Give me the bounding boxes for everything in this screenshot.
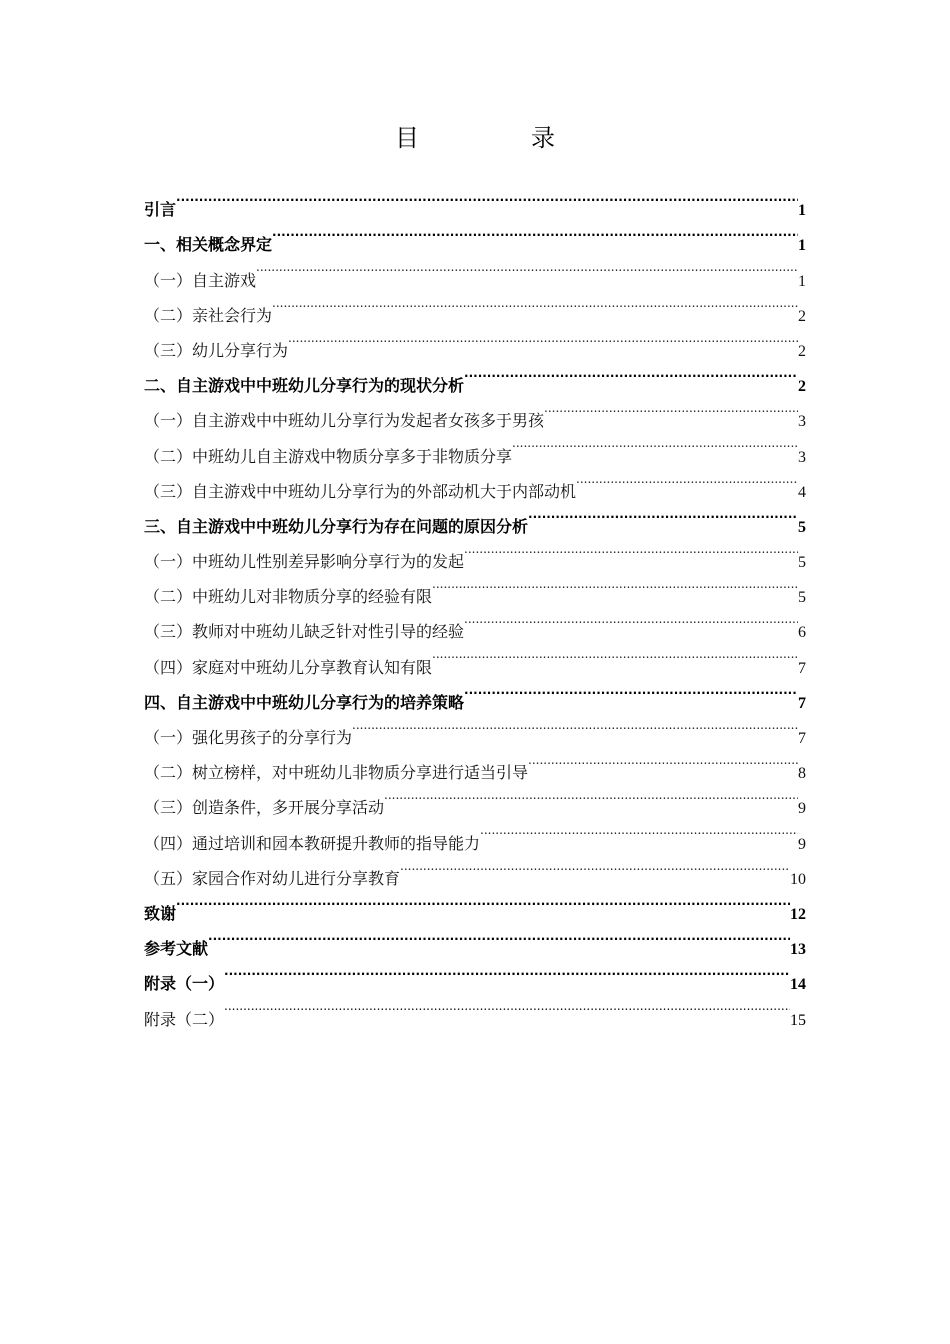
toc-entry-title: 二、自主游戏中中班幼儿分享行为的现状分析 [144,376,465,396]
toc-entry-title: （三）幼儿分享行为 [144,340,289,360]
toc-entry-title: （三）教师对中班幼儿缺乏针对性引导的经验 [144,622,465,642]
toc-dot-leader [512,426,798,461]
toc-page-number: 15 [790,1011,806,1029]
toc-dot-leader [432,567,798,602]
toc-entry[interactable] [144,215,806,255]
toc-dot-leader [352,708,798,743]
toc-page-number: 7 [798,730,806,747]
toc-entry-title: 引言 [144,200,177,220]
toc-dot-leader [288,321,798,356]
toc-entry-title: （四）家庭对中班幼儿分享教育认知有限 [144,657,433,677]
toc-page-number: 2 [798,342,806,360]
toc-entry-title: （二）亲社会行为 [144,305,273,325]
toc-entry-title: （一）强化男孩子的分享行为 [144,728,353,747]
toc-entry-title: 致谢 [144,903,177,923]
toc-entry-title: 附录（一） [144,974,225,994]
toc-dot-leader [176,180,798,215]
toc-entry-title: 一、相关概念界定 [144,235,273,255]
toc-entry-title: 四、自主游戏中中班幼儿分享行为的培养策略 [144,692,465,712]
toc-page-number: 1 [798,272,806,290]
toc-entry-title: （二）树立榜样，对中班幼儿非物质分享进行适当引导 [144,763,529,783]
toc-entry-title: （二）中班幼儿对非物质分享的经验有限 [144,587,433,607]
toc-dot-leader [464,532,798,567]
toc-dot-leader [464,673,798,708]
toc-dot-leader [208,919,790,954]
toc-list [144,180,806,1029]
toc-entry[interactable] [144,180,806,220]
toc-dot-leader [528,743,798,778]
toc-dot-leader [576,462,798,497]
toc-dot-leader [400,849,790,884]
toc-dot-leader [272,286,798,321]
toc-page-number: 8 [798,765,806,783]
toc-page-number: 9 [798,800,806,818]
toc-page-number: 7 [798,659,806,677]
toc-dot-leader [544,391,798,426]
toc-entry[interactable] [144,954,806,994]
toc-page-number: 13 [790,941,806,959]
toc-dot-leader [176,884,790,919]
toc-dot-leader [384,778,798,813]
toc-page-number: 1 [798,202,806,220]
toc-page-number: 6 [798,624,806,642]
toc-page-number: 2 [798,307,806,325]
toc-page-number: 3 [798,448,806,466]
toc-dot-leader [480,813,798,848]
toc-page-number: 4 [798,483,806,501]
toc-page-number: 2 [798,378,806,396]
toc-entry-title: （一）自主游戏 [144,270,257,290]
toc-dot-leader [464,356,798,391]
toc-entry-title: 参考文献 [144,939,209,959]
toc-entry-title: 附录（二） [144,1009,225,1029]
toc-page-number: 5 [798,589,806,607]
toc-page-number: 12 [790,905,806,923]
toc-entry-title: （三）自主游戏中中班幼儿分享行为的外部动机大于内部动机 [144,481,577,501]
toc-dot-leader [432,637,798,672]
toc-entry-title: （一）中班幼儿性别差异影响分享行为的发起 [144,552,465,572]
toc-entry-title: （一）自主游戏中中班幼儿分享行为发起者女孩多于男孩 [144,411,545,431]
toc-entry-title: （五）家园合作对幼儿进行分享教育 [144,868,401,888]
toc-page-number: 14 [790,976,806,994]
toc-dot-leader [464,602,798,637]
toc-page-number: 3 [798,413,806,431]
toc-dot-leader [256,250,798,285]
toc-page-number: 5 [798,518,806,536]
toc-page-number: 5 [798,554,806,572]
toc-dot-leader [272,215,798,250]
toc-dot-leader [224,989,790,1024]
toc-page-number: 9 [798,835,806,853]
toc-entry-title: 三、自主游戏中中班幼儿分享行为存在问题的原因分析 [144,516,529,536]
toc-dot-leader [224,954,790,989]
toc-entry-title: （二）中班幼儿自主游戏中物质分享多于非物质分享 [144,446,513,466]
toc-page-number: 1 [798,237,806,255]
toc-entry[interactable] [144,919,806,959]
toc-dot-leader [528,497,798,532]
toc-page-number: 7 [798,694,806,712]
toc-entry[interactable] [144,989,806,1029]
toc-entry[interactable] [144,884,806,923]
toc-title: 目 录 [395,124,599,152]
toc-entry-title: （三）创造条件，多开展分享活动 [144,798,385,818]
toc-page-number: 10 [790,870,806,888]
toc-entry-title: （四）通过培训和园本教研提升教师的指导能力 [144,833,481,853]
